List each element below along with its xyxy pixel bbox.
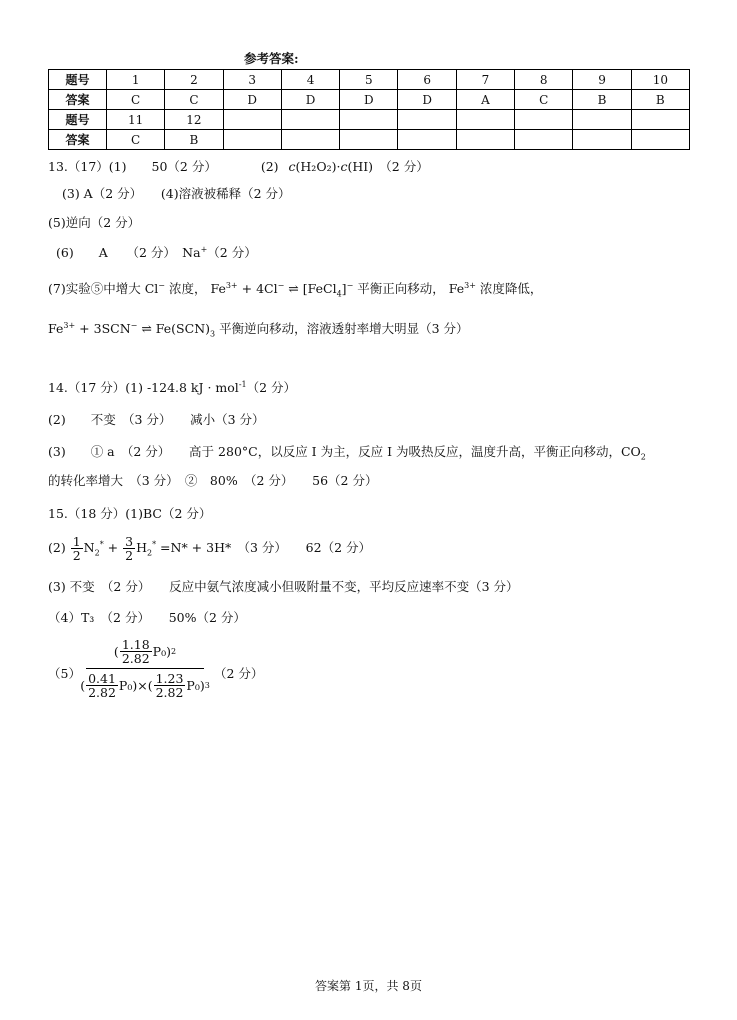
table-cell (340, 110, 398, 130)
table-row-header: 题号 (49, 110, 107, 130)
table-cell (340, 130, 398, 150)
q13-line4: (6) A （2 分） Na+（2 分） (56, 244, 257, 260)
table-cell: 5 (340, 70, 398, 90)
table-row (49, 130, 690, 150)
table-cell: 8 (515, 70, 573, 90)
table-row-header: 题号 (49, 70, 107, 90)
table-cell (515, 110, 573, 130)
table-cell: B (165, 130, 223, 150)
table-cell: 4 (281, 70, 339, 90)
equilibrium-constant-expression (80, 637, 210, 701)
q14-line3: (3) ① a （2 分） 高于 280°C，以反应 I 为主，反应 I 为吸热反应，温度升高，平衡正向移动，$CO_2$ (48, 444, 646, 462)
table-row-header: 答案 (49, 90, 107, 110)
table-cell: 10 (631, 70, 689, 90)
q14-line4: 的转化率增大 （3 分） ② 80% （2 分） 56（2 分） (48, 473, 378, 488)
table-cell (573, 130, 631, 150)
table-cell: C (107, 90, 165, 110)
table-row-header: 答案 (49, 130, 107, 150)
table-cell: 3 (223, 70, 281, 90)
table-cell (631, 110, 689, 130)
q15-line1: 15.（18 分）(1)BC（2 分） (48, 506, 212, 521)
expression-denominator: ( $\frac{0.41}{2.82}$ P₀ )×( $\frac{1.23}{2.82}$ P₀ ) 3 (80, 671, 210, 701)
table-cell: 12 (165, 110, 223, 130)
q13-line5: (7)实验⑤中增大 Cl− 浓度， $Fe^{3+} + 4Cl^-$ ⇌ [FeCl$_4$]− 平衡正向移动， $Fe^{3+}$ 浓度降低， (48, 280, 543, 299)
table-cell: C (165, 90, 223, 110)
fraction-three-halves: $\frac{3}{2}$ (125, 534, 134, 564)
table-cell (398, 110, 456, 130)
table-cell (398, 130, 456, 150)
q14-line1: 14.（17 分）(1) -124.8 kJ · mol$^{-1}$（2 分） (48, 379, 297, 395)
table-cell: D (281, 90, 339, 110)
table-cell (281, 130, 339, 150)
table-cell: D (223, 90, 281, 110)
table-cell (631, 130, 689, 150)
answer-key-title: 参考答案: (244, 51, 299, 66)
q14-line2: (2) 不变 （3 分） 减小（3 分） (48, 412, 265, 427)
q15-line5-label: （5） (48, 666, 81, 681)
q15-line5-score: （2 分） (214, 666, 264, 681)
expression-numerator: ( $\frac{1.18}{2.82}$ P₀ ) 2 (113, 637, 177, 667)
q13-line1: 13.（17）(1) 50（2 分） (2) c(H₂O₂)·c(HI) （2 分） (48, 159, 429, 174)
table-cell: C (515, 90, 573, 110)
table-cell: D (398, 90, 456, 110)
q15-line4: （4）T₃ （2 分） 50%（2 分） (48, 610, 246, 625)
table-row (49, 110, 690, 130)
table-cell (223, 110, 281, 130)
table-cell (281, 110, 339, 130)
table-cell: D (340, 90, 398, 110)
table-cell: 2 (165, 70, 223, 90)
q15-line2: (2) $\frac{1}{2}$ $N_2^*$ + $\frac{3}{2}$ $H_2^* =N* + 3H*$ （3 分） 62（2 分） (48, 534, 371, 564)
table-cell: A (456, 90, 514, 110)
table-cell (515, 130, 573, 150)
table-cell (456, 130, 514, 150)
fraction-one-half: $\frac{1}{2}$ (72, 534, 81, 564)
table-row (49, 90, 690, 110)
table-cell: 7 (456, 70, 514, 90)
answer-table (48, 69, 690, 150)
table-cell (456, 110, 514, 130)
table-cell (223, 130, 281, 150)
table-cell: 9 (573, 70, 631, 90)
table-cell: 6 (398, 70, 456, 90)
q13-line3: (5)逆向（2 分） (48, 215, 141, 230)
table-cell: B (573, 90, 631, 110)
table-row (49, 70, 690, 90)
table-cell: 11 (107, 110, 165, 130)
q15-line3: (3) 不变 （2 分） 反应中氨气浓度减小但吸附量不变，平均反应速率不变（3 分） (48, 579, 519, 594)
q13-line6: $Fe^{3+} + 3SCN^-$ ⇌ $Fe(SCN)_3$ 平衡逆向移动，溶液透射率增大明显（3 分） (48, 320, 469, 339)
table-cell (573, 110, 631, 130)
table-cell: B (631, 90, 689, 110)
q13-line2: (3) A（2 分） (4)溶液被稀释（2 分） (62, 186, 291, 201)
table-cell: C (107, 130, 165, 150)
table-cell: 1 (107, 70, 165, 90)
page-footer: 答案第 1页，共 8页 (315, 979, 422, 993)
